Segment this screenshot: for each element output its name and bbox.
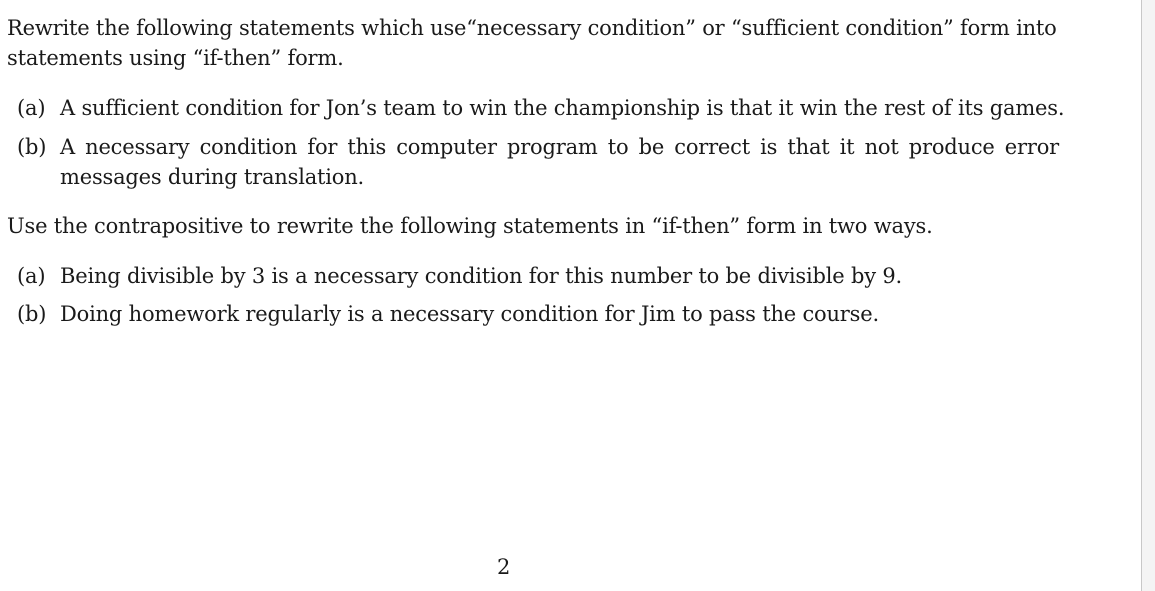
item-label: (b): [17, 302, 47, 326]
section2-intro-line: Use the contrapositive to rewrite the following statements in “if-then” form in two ways.: [7, 214, 933, 238]
section1-item-a: [17, 93, 1067, 123]
window-right-edge: [1141, 0, 1155, 591]
section2-item-b: [17, 299, 1067, 329]
item-text: A sufficient condition for Jon’s team to win the championship is that it win the rest of its games.: [60, 96, 1065, 120]
section1-intro-line2: statements using “if-then” form.: [7, 46, 344, 70]
section2-intro: [7, 211, 1067, 241]
page-number: 2: [497, 555, 511, 579]
item-label: (a): [17, 96, 46, 120]
item-label: (b): [17, 135, 47, 159]
item-text: Being divisible by 3 is a necessary condition for this number to be divisible by 9.: [60, 264, 903, 288]
section1-item-b: [17, 132, 1067, 192]
item-text: A necessary condition for this computer program to be correct is that it not produce error: [60, 135, 1059, 159]
item-text-continuation: messages during translation.: [60, 165, 365, 189]
item-label: (a): [17, 264, 46, 288]
section1-intro: [7, 13, 1067, 73]
section1-intro-line1: Rewrite the following statements which use“necessary condition” or “sufficient condition” form into: [7, 16, 1057, 40]
section2-item-a: [17, 261, 1067, 291]
item-text: Doing homework regularly is a necessary condition for Jim to pass the course.: [60, 302, 879, 326]
